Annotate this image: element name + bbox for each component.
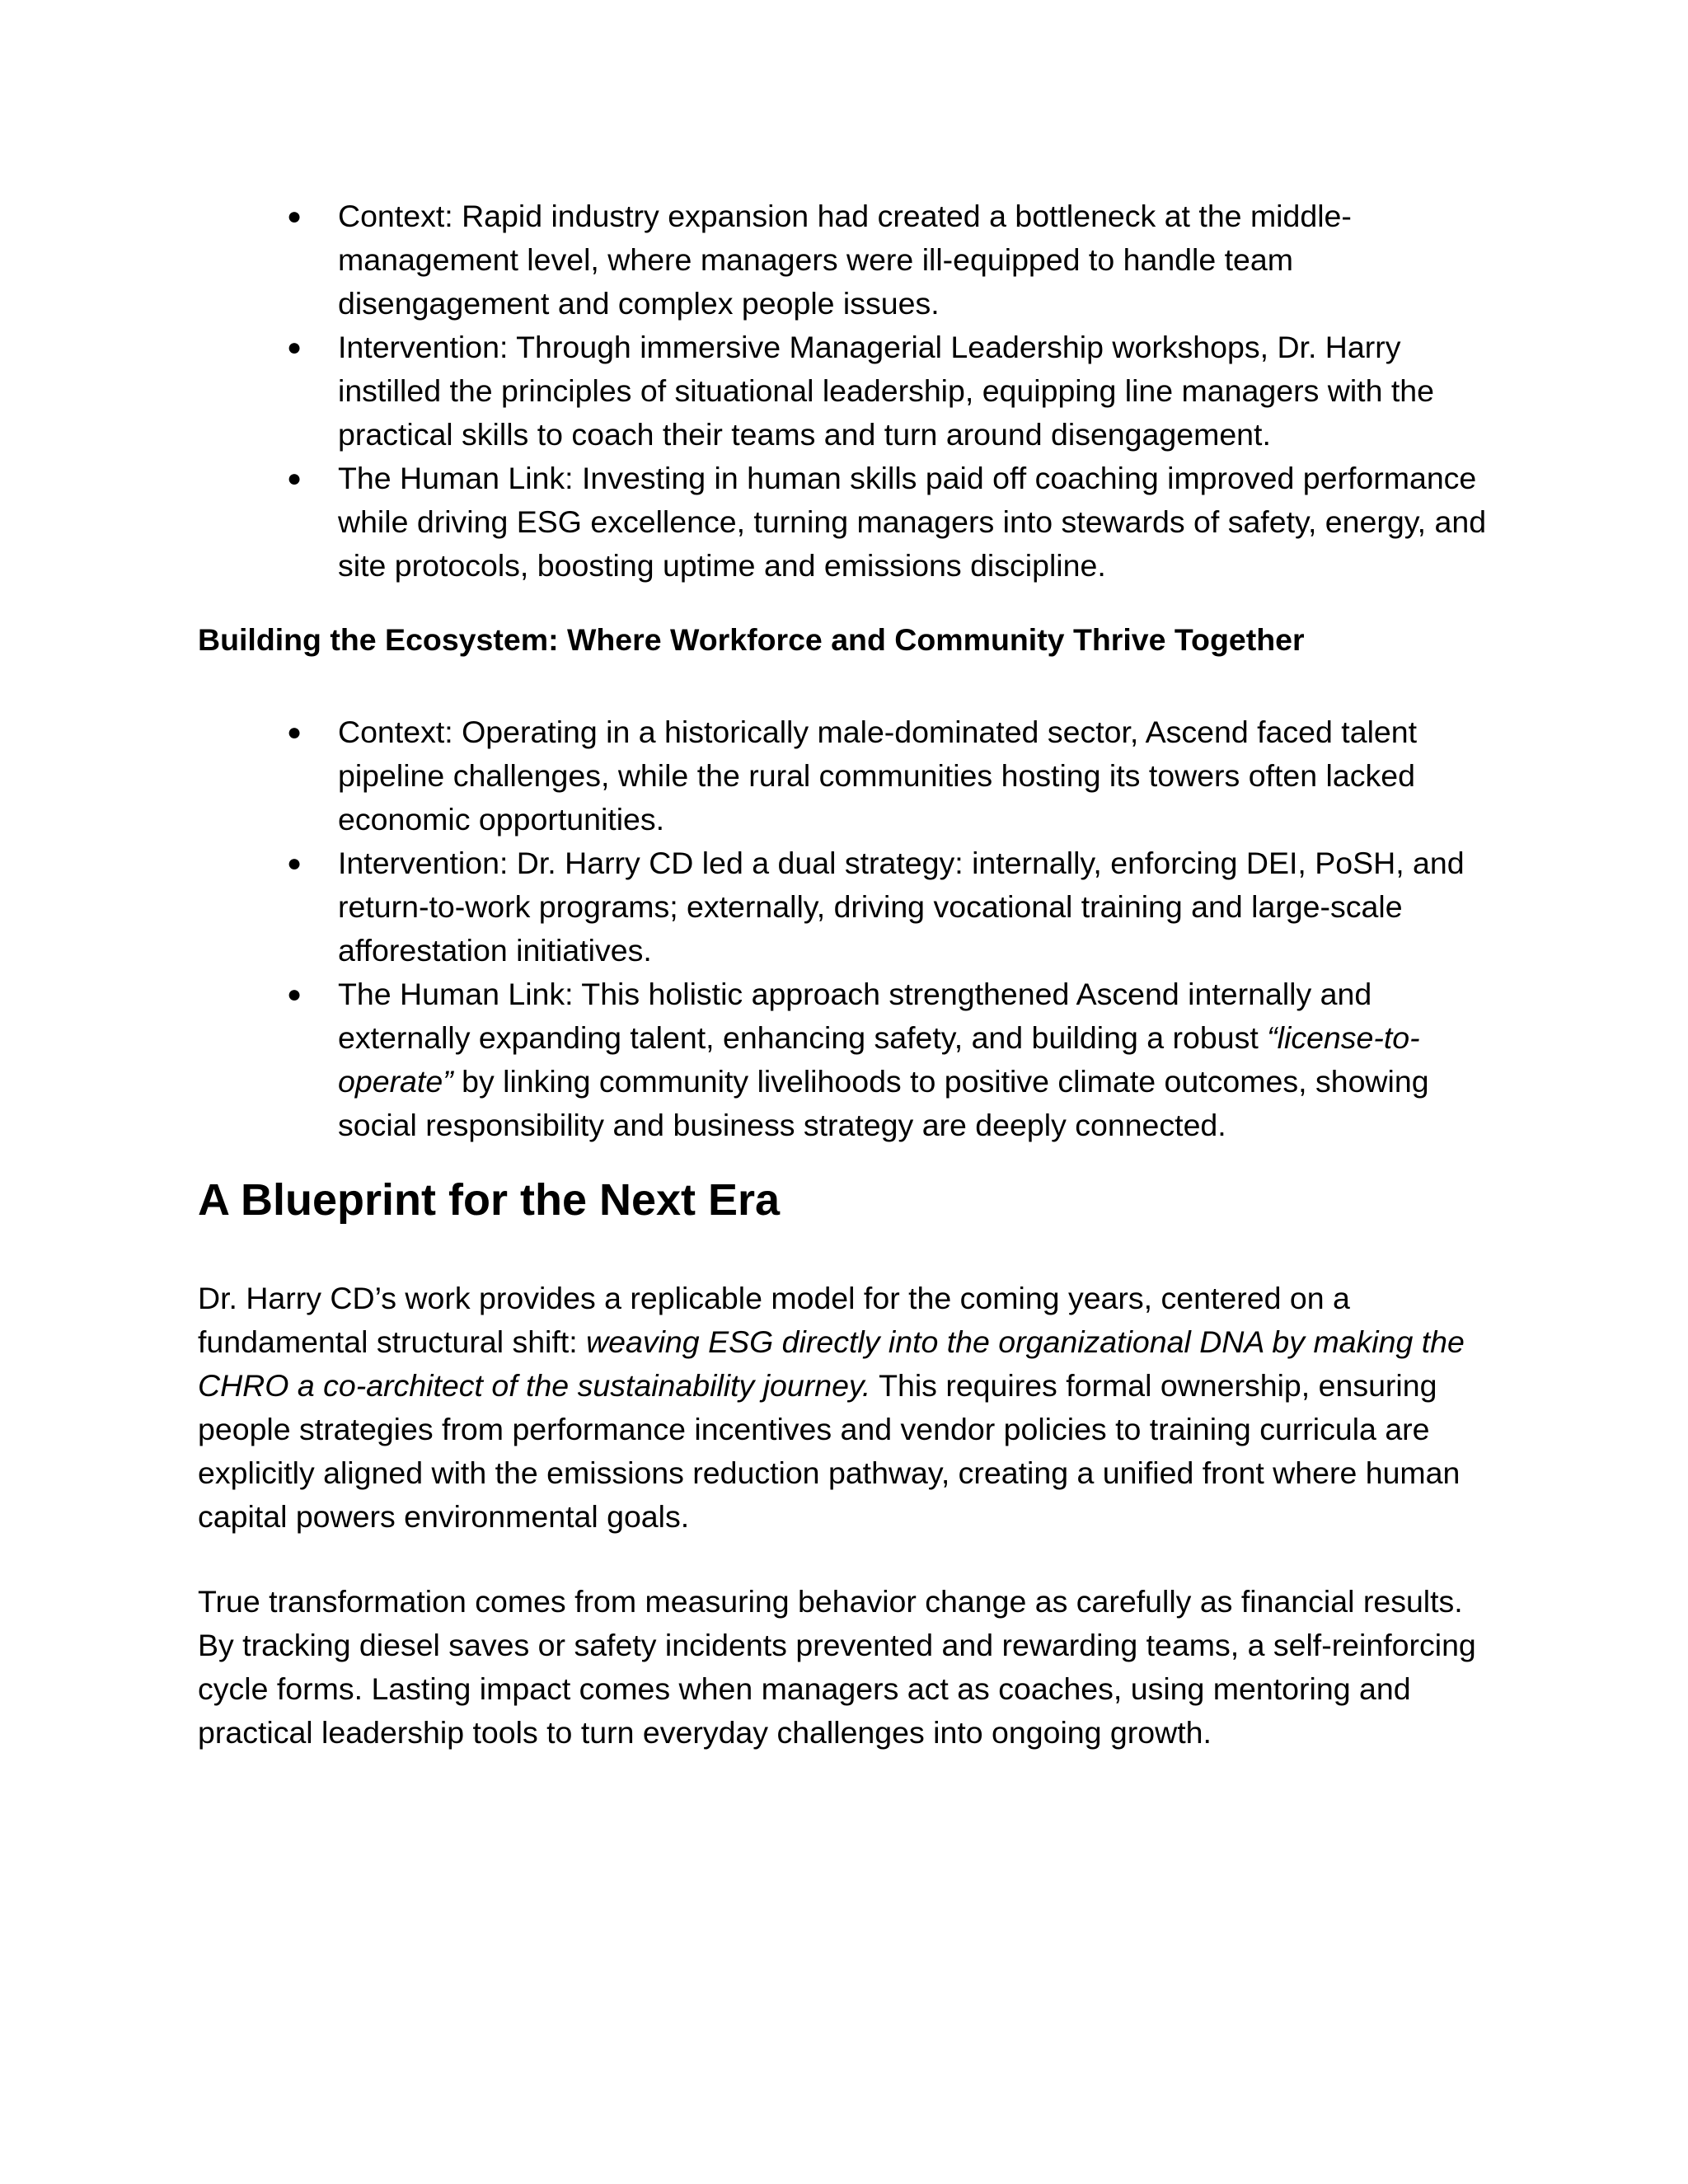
list-item-text-italic: “license-to-operate” <box>338 1020 1420 1099</box>
list-item-text-end: by linking community livelihoods to positive climate outcomes, showing social responsibility and business strategy are deeply connected. <box>338 1064 1429 1142</box>
list-item-text: The Human Link: Investing in human skills paid off coaching improved performance while driving ESG excellence, turning managers into stewards of safety, energy, and site protocols, boosting uptime and emissions discipline. <box>338 461 1487 583</box>
list-item <box>287 710 1500 841</box>
bullet-list-ecosystem <box>198 710 1500 1147</box>
bullet-icon: ● <box>287 981 302 1008</box>
list-item <box>287 841 1500 972</box>
bullet-icon: ● <box>287 465 302 492</box>
list-item <box>287 457 1500 588</box>
list-item-text: Intervention: Through immersive Managerial Leadership workshops, Dr. Harry instilled the principles of situational leadership, equipping line managers with the practical skills to coach their teams and turn around disengagement. <box>338 330 1434 452</box>
list-item-text: Intervention: Dr. Harry CD led a dual strategy: internally, enforcing DEI, PoSH, and return-to-work programs; externally, driving vocational training and large-scale afforestation initiatives. <box>338 846 1465 968</box>
list-item-text: Context: Rapid industry expansion had created a bottleneck at the middle-management level, where managers were ill-equipped to handle team disengagement and complex people issues. <box>338 199 1352 321</box>
list-item <box>287 194 1500 326</box>
paragraph-text-start: Dr. Harry CD’s work provides a replicable model for the coming years, centered on a fundamental structural shift: <box>198 1281 1350 1359</box>
document-page <box>198 194 1500 1796</box>
list-item-text: Context: Operating in a historically male-dominated sector, Ascend faced talent pipeline challenges, while the rural communities hosting its towers often lacked economic opportunities. <box>338 715 1418 837</box>
subheading-ecosystem: Building the Ecosystem: Where Workforce and Community Thrive Together <box>198 622 1305 657</box>
section-heading: A Blueprint for the Next Era <box>198 1175 781 1225</box>
bullet-list-leadership <box>198 194 1500 588</box>
bullet-icon: ● <box>287 719 302 746</box>
bullet-icon: ● <box>287 334 302 361</box>
paragraph-blueprint <box>198 1277 1500 1539</box>
bullet-icon: ● <box>287 203 302 230</box>
list-item-text-start: The Human Link: This holistic approach strengthened Ascend internally and externally expanding talent, enhancing safety, and building a robust <box>338 977 1372 1055</box>
list-item <box>287 972 1500 1147</box>
bullet-icon: ● <box>287 850 302 877</box>
paragraph-transformation: True transformation comes from measuring behavior change as carefully as financial results. By tracking diesel saves or safety incidents prevented and rewarding teams, a self-reinforcing cycle forms. Lasting impact comes when managers act as coaches, using mentoring and practical leadership tools to turn everyday challenges into ongoing growth. <box>198 1584 1476 1750</box>
paragraph-text-end: This requires formal ownership, ensuring people strategies from performance incentives and vendor policies to training curricula are explicitly aligned with the emissions reduction pathway, creating a unified front where human capital powers environmental goals. <box>198 1368 1461 1534</box>
paragraph-text-italic: weaving ESG directly into the organizational DNA by making the CHRO a co-architect of the sustainability journey. <box>198 1324 1465 1403</box>
list-item <box>287 326 1500 457</box>
